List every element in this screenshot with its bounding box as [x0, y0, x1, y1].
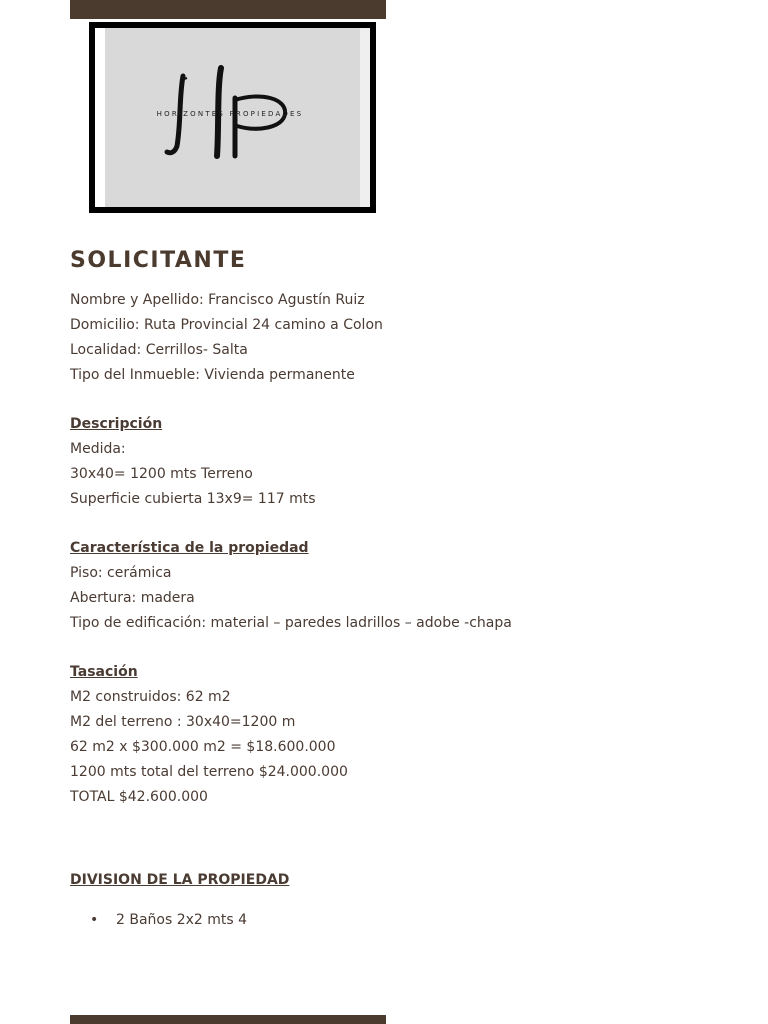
features-line: Tipo de edificación: material – paredes ladrillos – adobe -chapa [70, 615, 512, 631]
description-line: Medida: [70, 441, 126, 457]
hp-monogram-icon [95, 28, 370, 207]
valuation-total: TOTAL $42.600.000 [70, 789, 208, 805]
description-line: 30x40= 1200 mts Terreno [70, 466, 253, 482]
features-line: Piso: cerámica [70, 565, 172, 581]
description-title: Descripción [70, 416, 163, 432]
division-title: DIVISION DE LA PROPIEDAD [70, 872, 290, 888]
valuation-title: Tasación [70, 664, 138, 680]
list-item [90, 911, 247, 929]
section-heading-solicitante: SOLICITANTE [70, 248, 247, 273]
bullet-icon: • [90, 912, 99, 928]
company-logo [89, 22, 376, 213]
applicant-locality: Localidad: Cerrillos- Salta [70, 342, 248, 358]
division-item-label: 2 Baños 2x2 mts 4 [116, 912, 248, 928]
features-line: Abertura: madera [70, 590, 195, 606]
valuation-line: M2 construidos: 62 m2 [70, 689, 231, 705]
valuation-line: 62 m2 x $300.000 m2 = $18.600.000 [70, 739, 336, 755]
top-decorative-bar [70, 0, 386, 19]
valuation-line: 1200 mts total del terreno $24.000.000 [70, 764, 348, 780]
property-type: Tipo del Inmueble: Vivienda permanente [70, 367, 355, 383]
description-line: Superficie cubierta 13x9= 117 mts [70, 491, 316, 507]
logo-wordmark: HORIZONTES PROPIEDADES [156, 110, 304, 118]
features-title: Característica de la propiedad [70, 540, 309, 556]
valuation-line: M2 del terreno : 30x40=1200 m [70, 714, 296, 730]
bottom-decorative-bar [70, 1015, 386, 1024]
applicant-name: Nombre y Apellido: Francisco Agustín Ruiz [70, 292, 365, 308]
applicant-address: Domicilio: Ruta Provincial 24 camino a Colon [70, 317, 383, 333]
